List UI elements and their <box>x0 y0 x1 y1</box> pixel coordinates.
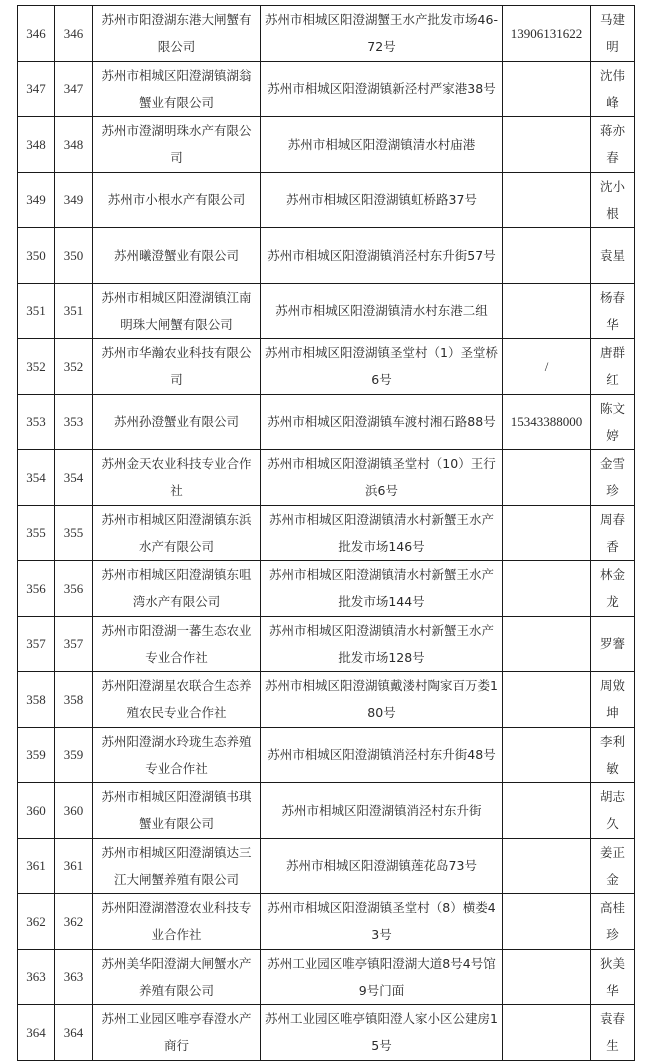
seq-cell: 358 <box>18 672 55 728</box>
phone-cell <box>503 838 591 894</box>
seq-cell: 352 <box>18 339 55 395</box>
contact-person-cell: 沈伟峰 <box>591 61 635 117</box>
seq-cell: 362 <box>18 894 55 950</box>
company-name-cell: 苏州阳澄湖潜澄农业科技专业合作社 <box>93 894 261 950</box>
enterprise-table <box>17 5 635 1061</box>
phone-cell <box>503 1005 591 1061</box>
table-row <box>18 6 635 62</box>
seq-cell: 360 <box>18 783 55 839</box>
seq-cell: 346 <box>18 6 55 62</box>
contact-person-cell: 高桂珍 <box>591 894 635 950</box>
id-cell: 362 <box>55 894 93 950</box>
contact-person-cell: 林金龙 <box>591 561 635 617</box>
address-cell: 苏州工业园区唯亭镇阳澄人家小区公建房15号 <box>261 1005 503 1061</box>
contact-person-cell: 金雪珍 <box>591 450 635 506</box>
table-row <box>18 783 635 839</box>
table-row <box>18 228 635 284</box>
address-cell: 苏州市相城区阳澄湖镇消泾村东升街48号 <box>261 727 503 783</box>
contact-person-cell: 罗謇 <box>591 616 635 672</box>
address-cell: 苏州市相城区阳澄湖镇新泾村严家港38号 <box>261 61 503 117</box>
seq-cell: 353 <box>18 394 55 450</box>
seq-cell: 359 <box>18 727 55 783</box>
id-cell: 358 <box>55 672 93 728</box>
enterprise-list-document <box>17 5 635 1061</box>
phone-cell <box>503 283 591 339</box>
phone-cell <box>503 505 591 561</box>
seq-cell: 347 <box>18 61 55 117</box>
phone-cell <box>503 228 591 284</box>
table-row <box>18 838 635 894</box>
seq-cell: 355 <box>18 505 55 561</box>
phone-cell <box>503 561 591 617</box>
table-row <box>18 672 635 728</box>
seq-cell: 364 <box>18 1005 55 1061</box>
table-row <box>18 949 635 1005</box>
address-cell: 苏州市相城区阳澄湖镇消泾村东升街 <box>261 783 503 839</box>
company-name-cell: 苏州阳澄湖星农联合生态养殖农民专业合作社 <box>93 672 261 728</box>
company-name-cell: 苏州金天农业科技专业合作社 <box>93 450 261 506</box>
contact-person-cell: 周春香 <box>591 505 635 561</box>
address-cell: 苏州市相城区阳澄湖镇车渡村湘石路88号 <box>261 394 503 450</box>
contact-person-cell: 胡志久 <box>591 783 635 839</box>
contact-person-cell: 袁春生 <box>591 1005 635 1061</box>
company-name-cell: 苏州曦澄蟹业有限公司 <box>93 228 261 284</box>
id-cell: 352 <box>55 339 93 395</box>
company-name-cell: 苏州市澄湖明珠水产有限公司 <box>93 117 261 173</box>
id-cell: 364 <box>55 1005 93 1061</box>
company-name-cell: 苏州美华阳澄湖大闸蟹水产养殖有限公司 <box>93 949 261 1005</box>
phone-cell <box>503 727 591 783</box>
address-cell: 苏州市相城区阳澄湖镇清水村新蟹王水产批发市场146号 <box>261 505 503 561</box>
contact-person-cell: 杨春华 <box>591 283 635 339</box>
phone-cell <box>503 172 591 228</box>
seq-cell: 349 <box>18 172 55 228</box>
address-cell: 苏州市相城区阳澄湖镇清水村东港二组 <box>261 283 503 339</box>
id-cell: 356 <box>55 561 93 617</box>
company-name-cell: 苏州孙澄蟹业有限公司 <box>93 394 261 450</box>
id-cell: 359 <box>55 727 93 783</box>
address-cell: 苏州市相城区阳澄湖镇清水村新蟹王水产批发市场144号 <box>261 561 503 617</box>
table-row <box>18 394 635 450</box>
seq-cell: 350 <box>18 228 55 284</box>
company-name-cell: 苏州市华瀚农业科技有限公司 <box>93 339 261 395</box>
contact-person-cell: 蒋亦春 <box>591 117 635 173</box>
table-body <box>18 6 635 1061</box>
phone-cell <box>503 61 591 117</box>
contact-person-cell: 李利敏 <box>591 727 635 783</box>
table-row <box>18 339 635 395</box>
company-name-cell: 苏州市阳澄湖一蕃生态农业专业合作社 <box>93 616 261 672</box>
contact-person-cell: 马建明 <box>591 6 635 62</box>
id-cell: 354 <box>55 450 93 506</box>
address-cell: 苏州市相城区阳澄湖镇清水村庙港 <box>261 117 503 173</box>
company-name-cell: 苏州市相城区阳澄湖镇东浜水产有限公司 <box>93 505 261 561</box>
phone-cell <box>503 894 591 950</box>
company-name-cell: 苏州市相城区阳澄湖镇书琪蟹业有限公司 <box>93 783 261 839</box>
id-cell: 360 <box>55 783 93 839</box>
address-cell: 苏州市相城区阳澄湖镇清水村新蟹王水产批发市场128号 <box>261 616 503 672</box>
seq-cell: 351 <box>18 283 55 339</box>
id-cell: 353 <box>55 394 93 450</box>
address-cell: 苏州市相城区阳澄湖镇圣堂村（10）王行浜6号 <box>261 450 503 506</box>
seq-cell: 354 <box>18 450 55 506</box>
address-cell: 苏州市相城区阳澄湖镇莲花岛73号 <box>261 838 503 894</box>
contact-person-cell: 沈小根 <box>591 172 635 228</box>
contact-person-cell: 周敓坤 <box>591 672 635 728</box>
table-row <box>18 894 635 950</box>
id-cell: 348 <box>55 117 93 173</box>
company-name-cell: 苏州市相城区阳澄湖镇湖翁蟹业有限公司 <box>93 61 261 117</box>
contact-person-cell: 狄美华 <box>591 949 635 1005</box>
table-row <box>18 616 635 672</box>
id-cell: 363 <box>55 949 93 1005</box>
id-cell: 351 <box>55 283 93 339</box>
id-cell: 347 <box>55 61 93 117</box>
contact-person-cell: 姜正金 <box>591 838 635 894</box>
address-cell: 苏州市相城区阳澄湖镇虹桥路37号 <box>261 172 503 228</box>
company-name-cell: 苏州市相城区阳澄湖镇东咀湾水产有限公司 <box>93 561 261 617</box>
table-row <box>18 172 635 228</box>
id-cell: 355 <box>55 505 93 561</box>
table-row <box>18 727 635 783</box>
id-cell: 350 <box>55 228 93 284</box>
table-row <box>18 1005 635 1061</box>
table-row <box>18 61 635 117</box>
address-cell: 苏州市相城区阳澄湖镇消泾村东升街57号 <box>261 228 503 284</box>
seq-cell: 357 <box>18 616 55 672</box>
phone-cell <box>503 783 591 839</box>
table-row <box>18 450 635 506</box>
seq-cell: 361 <box>18 838 55 894</box>
address-cell: 苏州市相城区阳澄湖镇圣堂村（8）横娄43号 <box>261 894 503 950</box>
table-row <box>18 283 635 339</box>
table-row <box>18 117 635 173</box>
company-name-cell: 苏州市相城区阳澄湖镇达三江大闸蟹养殖有限公司 <box>93 838 261 894</box>
phone-cell: 13906131622 <box>503 6 591 62</box>
company-name-cell: 苏州市小根水产有限公司 <box>93 172 261 228</box>
phone-cell <box>503 117 591 173</box>
table-row <box>18 561 635 617</box>
address-cell: 苏州市相城区阳澄湖蟹王水产批发市场46-72号 <box>261 6 503 62</box>
address-cell: 苏州市相城区阳澄湖镇圣堂村（1）圣堂桥6号 <box>261 339 503 395</box>
company-name-cell: 苏州工业园区唯亭春澄水产商行 <box>93 1005 261 1061</box>
id-cell: 346 <box>55 6 93 62</box>
company-name-cell: 苏州市阳澄湖东港大闸蟹有限公司 <box>93 6 261 62</box>
company-name-cell: 苏州市相城区阳澄湖镇江南明珠大闸蟹有限公司 <box>93 283 261 339</box>
id-cell: 357 <box>55 616 93 672</box>
phone-cell <box>503 672 591 728</box>
seq-cell: 348 <box>18 117 55 173</box>
address-cell: 苏州市相城区阳澄湖镇戴溇村陶家百万娄180号 <box>261 672 503 728</box>
id-cell: 361 <box>55 838 93 894</box>
contact-person-cell: 袁星 <box>591 228 635 284</box>
phone-cell: / <box>503 339 591 395</box>
contact-person-cell: 唐群红 <box>591 339 635 395</box>
company-name-cell: 苏州阳澄湖水玲珑生态养殖专业合作社 <box>93 727 261 783</box>
contact-person-cell: 陈文婷 <box>591 394 635 450</box>
phone-cell <box>503 949 591 1005</box>
phone-cell: 15343388000 <box>503 394 591 450</box>
table-row <box>18 505 635 561</box>
address-cell: 苏州工业园区唯亭镇阳澄湖大道8号4号馆9号门面 <box>261 949 503 1005</box>
phone-cell <box>503 616 591 672</box>
id-cell: 349 <box>55 172 93 228</box>
seq-cell: 356 <box>18 561 55 617</box>
phone-cell <box>503 450 591 506</box>
seq-cell: 363 <box>18 949 55 1005</box>
